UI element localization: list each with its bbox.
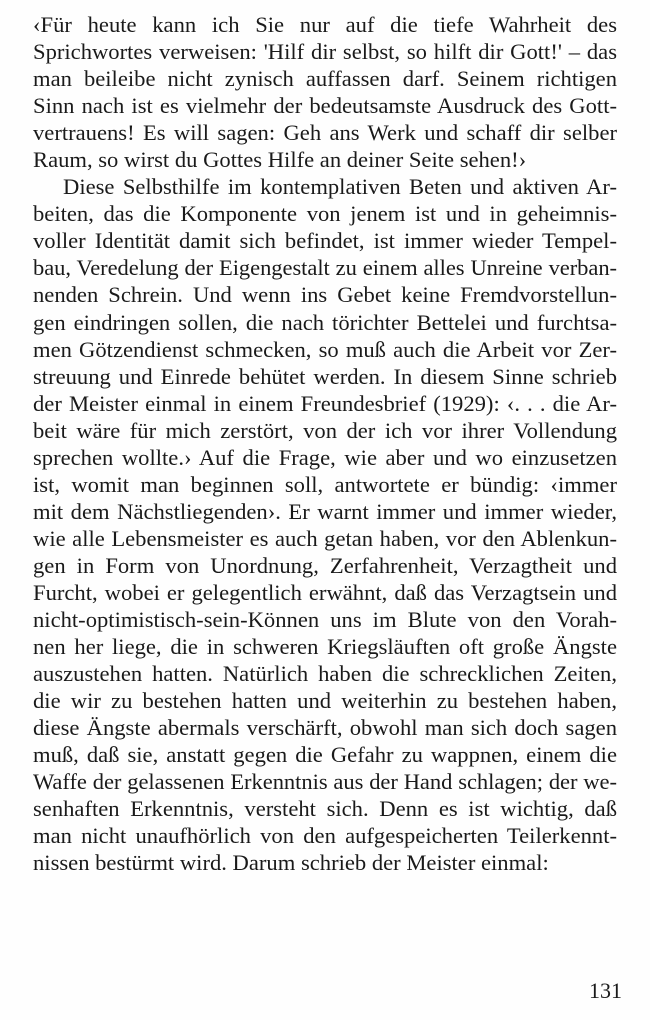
text-line: vertrauens! Es will sagen: Geh ans Werk und schaff dir selber xyxy=(33,120,617,146)
text-line: wie alle Lebensmeister es auch getan haben, vor den Ablenkun- xyxy=(33,525,617,551)
text-line: muß, daß sie, anstatt gegen die Gefahr zu wappnen, einem die xyxy=(33,742,617,768)
text-line: nenden Schrein. Und wenn ins Gebet keine Fremdvorstellun- xyxy=(33,282,617,308)
text-line: mit dem Nächstliegenden›. Er warnt immer und immer wieder, xyxy=(33,498,617,524)
text-line: nicht-optimistisch-sein-Können uns im Blute von den Vorah- xyxy=(33,607,617,633)
page-number: 131 xyxy=(589,978,622,1003)
text-line: Furcht, wobei er gelegentlich erwähnt, daß das Verzagtsein und xyxy=(33,579,617,605)
text-line: bau, Veredelung der Eigengestalt zu einem alles Unreine verban- xyxy=(33,255,617,281)
text-line: Sprichwortes verweisen: 'Hilf dir selbst, so hilft dir Gott!' – das xyxy=(33,39,617,65)
text-line: die wir zu bestehen hatten und weiterhin zu bestehen haben, xyxy=(33,688,617,714)
text-line: men Götzendienst schmecken, so muß auch die Arbeit vor Zer- xyxy=(33,336,617,362)
text-line: streuung und Einrede behütet werden. In diesem Sinne schrieb xyxy=(33,363,617,389)
text-line: der Meister einmal in einem Freundesbrief (1929): ‹. . . die Ar- xyxy=(33,390,617,416)
text-line: voller Identität damit sich befindet, ist immer wieder Tempel- xyxy=(33,228,617,254)
text-line: auszustehen hatten. Natürlich haben die schrecklichen Zeiten, xyxy=(33,661,617,687)
text-line: Raum, so wirst du Gottes Hilfe an deiner Seite sehen!› xyxy=(33,147,527,173)
text-line: gen eindringen sollen, die nach törichter Bettelei und furchtsa- xyxy=(33,309,617,335)
text-line: senhaften Erkenntnis, versteht sich. Denn es ist wichtig, daß xyxy=(33,796,617,822)
text-line: Sinn nach ist es vielmehr der bedeutsamste Ausdruck des Gott- xyxy=(33,93,617,119)
text-line: man nicht unaufhörlich von den aufgespeicherten Teilerkennt- xyxy=(33,823,617,849)
text-line: Waffe der gelassenen Erkenntnis aus der Hand schlagen; der we- xyxy=(33,769,617,795)
text-line: nen her liege, die in schweren Kriegsläuften oft große Ängste xyxy=(33,634,617,660)
text-line: nissen bestürmt wird. Darum schrieb der Meister einmal: xyxy=(33,850,549,876)
text-line: Diese Selbsthilfe im kontemplativen Beten und aktiven Ar- xyxy=(63,174,617,200)
text-line: sprechen wollte.› Auf die Frage, wie aber und wo einzusetzen xyxy=(33,444,617,470)
text-line: beit wäre für mich zerstört, von der ich vor ihrer Vollendung xyxy=(33,417,617,443)
text-line: ist, womit man beginnen soll, antwortete er bündig: ‹immer xyxy=(33,471,617,497)
text-line: beiten, das die Komponente von jenem ist und in geheimnis- xyxy=(33,201,617,227)
text-line: gen in Form von Unordnung, Zerfahrenheit, Verzagtheit und xyxy=(33,552,617,578)
body-text xyxy=(33,11,617,877)
text-line: man beileibe nicht zynisch auffassen darf. Seinem richtigen xyxy=(33,66,617,92)
text-line: ‹Für heute kann ich Sie nur auf die tiefe Wahrheit des xyxy=(33,12,617,37)
text-line: diese Ängste abermals verschärft, obwohl man sich doch sagen xyxy=(33,715,617,741)
